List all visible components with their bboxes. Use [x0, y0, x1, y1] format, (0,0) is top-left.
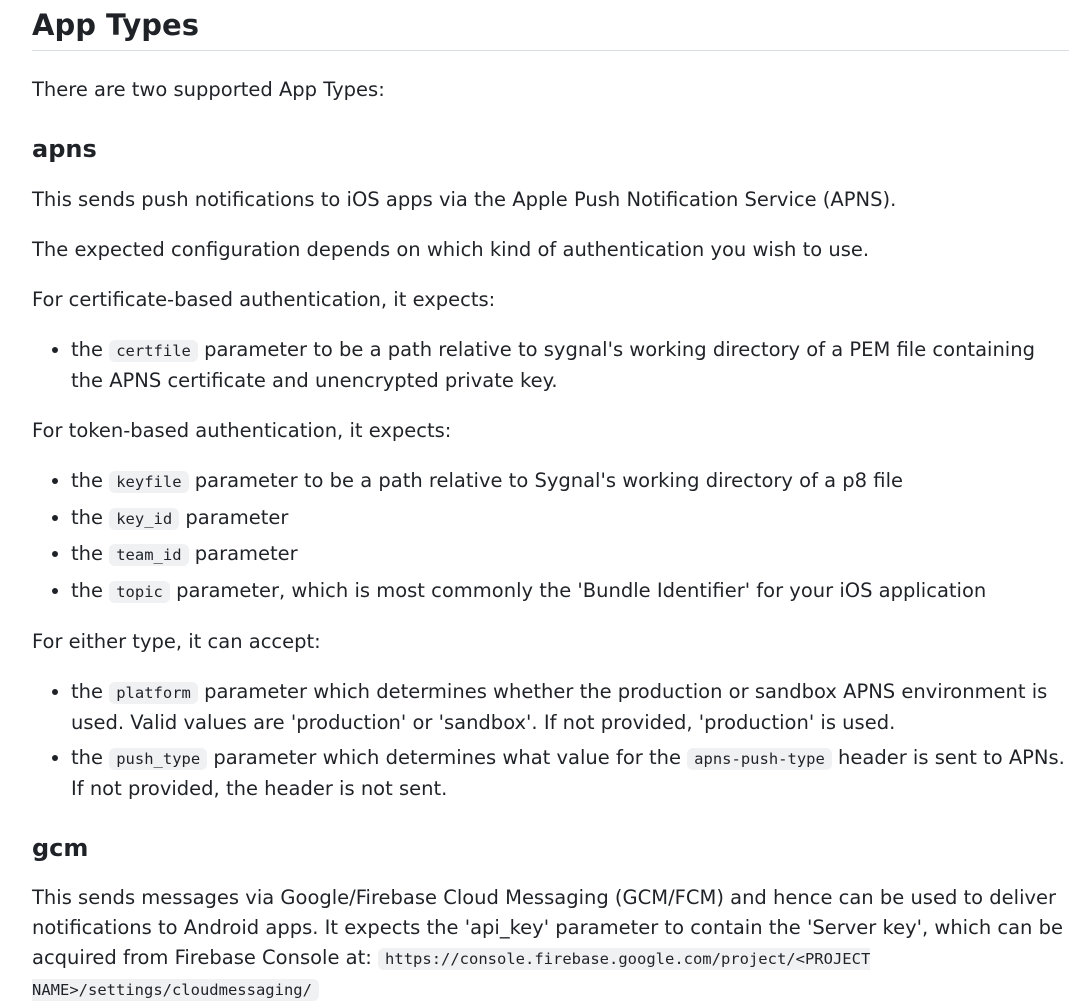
list-item-text: header is sent to APNs. If not provided, the header is not sent.	[71, 746, 1065, 800]
list-item-text: parameter, which is most commonly the 'Bundle Identifier' for your iOS application	[176, 578, 987, 602]
code-platform: platform	[109, 682, 198, 704]
token-intro: For token-based authentication, it expects:	[32, 419, 452, 442]
cert-intro: For certificate-based authentication, it expects:	[32, 288, 496, 311]
code-certfile: certfile	[109, 340, 198, 362]
code-team-id: team_id	[109, 544, 188, 566]
gcm-description	[32, 883, 1071, 1005]
list-item-text: parameter to be a path relative to sygnal's working directory of a PEM file containing the APNS certificate and unencrypted private key.	[71, 338, 1035, 392]
list-item-prefix: the	[71, 578, 104, 602]
intro-paragraph: There are two supported App Types:	[32, 78, 385, 101]
list-item	[71, 539, 1071, 570]
list-item-text: parameter which determines whether the production or sandbox APNS environment is used. Valid values are 'production' or 'sandbox'. If not provided, 'production' is used.	[71, 679, 1048, 734]
firebase-console-url: https://console.firebase.google.com/project/<PROJECT NAME>/settings/cloudmessaging/	[32, 950, 871, 999]
list-item	[71, 677, 1071, 738]
list-item-text: parameter	[185, 505, 289, 529]
apns-description: This sends push notifications to iOS apps via the Apple Push Notification Service (APNS).	[32, 188, 897, 211]
list-item-prefix: the	[71, 746, 104, 769]
code-keyfile: keyfile	[109, 471, 188, 493]
gcm-heading: gcm	[32, 834, 89, 862]
list-item-prefix: the	[71, 505, 104, 529]
list-item-text: parameter to be a path relative to Sygnal's working directory of a p8 file	[194, 469, 903, 492]
apns-heading: apns	[32, 135, 97, 163]
list-item-text: parameter	[194, 542, 298, 565]
list-item-prefix: the	[71, 542, 104, 565]
gcm-description-text: This sends messages via Google/Firebase Cloud Messaging (GCM/FCM) and hence can be used to deliver notifications to Android apps. It expects the 'api_key' parameter to contain the 'Server key', which can be acquired from Firebase Console at:	[32, 886, 1063, 969]
list-item-prefix: the	[71, 679, 104, 703]
list-item	[71, 466, 1071, 497]
list-item-text: parameter which determines what value for the	[213, 746, 681, 769]
list-item	[71, 576, 1071, 607]
page-title: App Types	[32, 0, 1069, 51]
list-item	[71, 743, 1071, 804]
code-push-type: push_type	[109, 748, 207, 770]
list-item-prefix: the	[71, 338, 104, 361]
token-list	[32, 466, 1071, 607]
either-list	[32, 677, 1071, 805]
code-key-id: key_id	[109, 508, 179, 530]
code-topic: topic	[109, 581, 170, 603]
code-apns-push-type: apns-push-type	[687, 748, 832, 770]
apns-config-paragraph: The expected configuration depends on which kind of authentication you wish to use.	[32, 238, 870, 261]
either-intro: For either type, it can accept:	[32, 629, 321, 653]
list-item-prefix: the	[71, 469, 104, 492]
cert-list	[32, 335, 1071, 396]
list-item	[71, 335, 1071, 396]
list-item	[71, 503, 1071, 534]
